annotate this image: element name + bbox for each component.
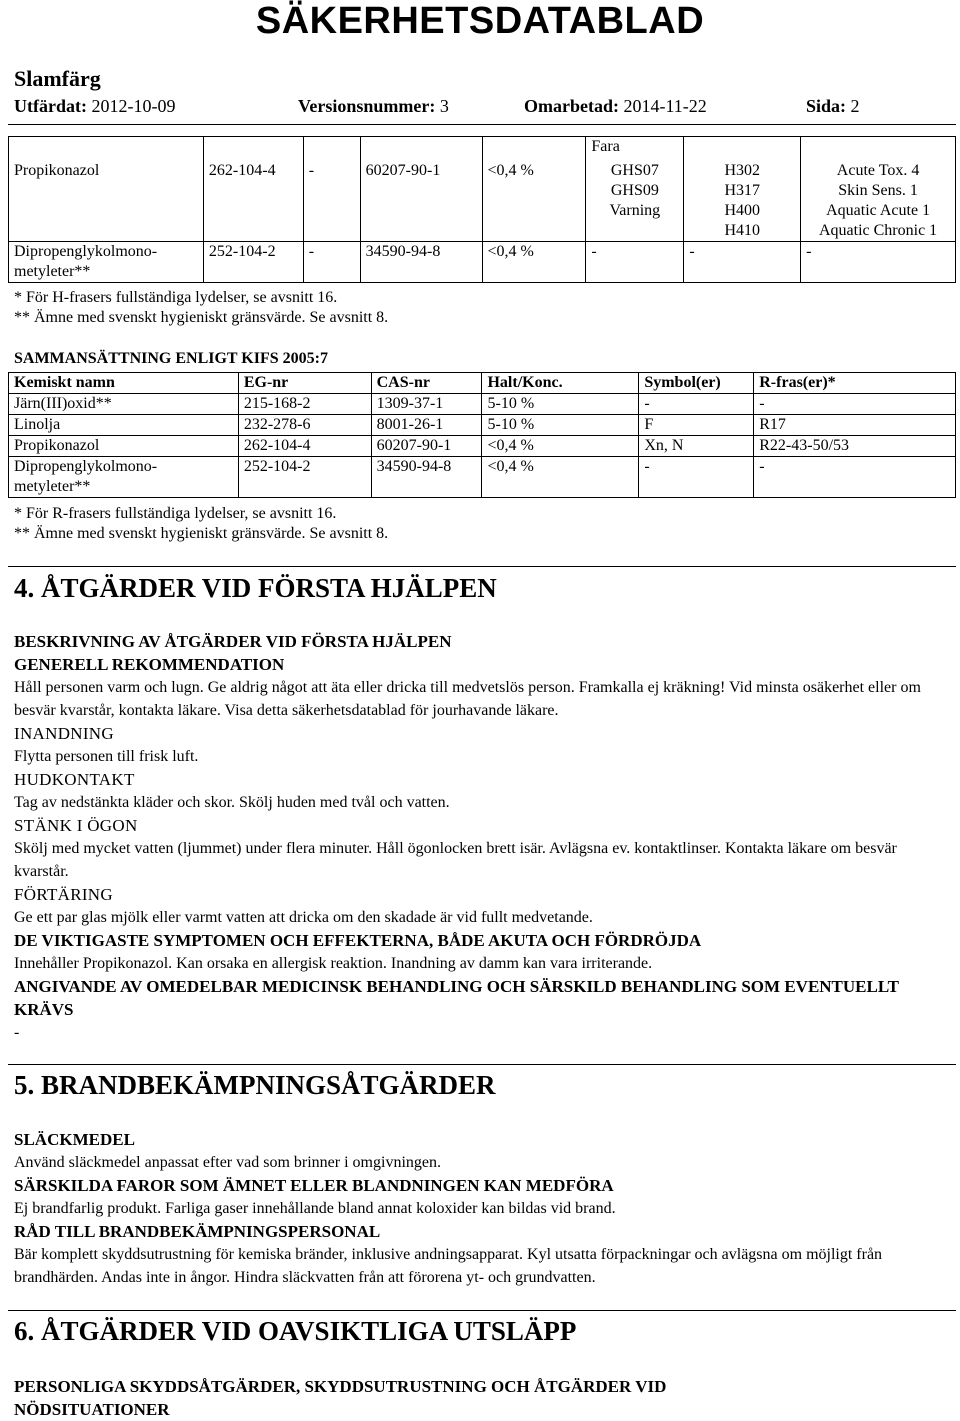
section-4-title: 4. ÅTGÄRDER VID FÖRSTA HJÄLPEN — [14, 573, 497, 603]
h-statements: - — [684, 241, 801, 282]
version-value: 3 — [439, 96, 449, 116]
table-row — [9, 415, 956, 436]
general-recommendation-text: Håll personen varm och lugn. Ge aldrig något att äta eller dricka till medvetslös person. Framkalla ej kräkning! Vid minsta osäkerhet eller om besvär kvarstår, kontakta läkare. Visa detta säkerhetsdatablad för jourhavande läkare. — [14, 679, 921, 719]
table-row — [9, 161, 956, 242]
ingestion-text: Ge ett par glas mjölk eller varmt vatten att dricka om den skadade är vid fullt medvetande. — [14, 909, 593, 926]
table-cell: - — [639, 394, 754, 415]
eye-contact-heading: STÄNK I ÖGON — [14, 816, 138, 835]
document-meta-row — [14, 96, 954, 120]
kifs-composition-table — [8, 372, 956, 498]
table-cell: - — [754, 457, 956, 498]
cas-number: 60207-90-1 — [360, 161, 482, 242]
table-cell: 215-168-2 — [238, 394, 371, 415]
table-cell: 232-278-6 — [238, 415, 371, 436]
header-concentration: Halt/Konc. — [482, 373, 639, 394]
header-eg-nr: EG-nr — [238, 373, 371, 394]
chemical-name: Propikonazol — [9, 161, 204, 242]
section-5-title: 5. BRANDBEKÄMPNINGSÅTGÄRDER — [14, 1070, 496, 1100]
section-divider — [8, 1064, 956, 1065]
document-title: SÄKERHETSDATABLAD — [255, 0, 705, 42]
table-row — [9, 241, 956, 282]
table-cell: R17 — [754, 415, 956, 436]
section-divider — [8, 1310, 956, 1311]
chemical-name: Dipropenglykolmono- metyleter** — [9, 241, 204, 282]
personal-precautions-heading: PERSONLIGA SKYDDSÅTGÄRDER, SKYDDSUTRUSTNING OCH ÅTGÄRDER VID NÖDSITUATIONER — [14, 1377, 667, 1419]
ghs-classification-table — [8, 136, 956, 283]
eye-contact-text: Skölj med mycket vatten (ljummet) under flera minuter. Håll ögonlocken brett isär. Avlägsna ev. kontaktlinser. Kontakta läkare om besvär kvarstår. — [14, 840, 897, 880]
page-value: 2 — [850, 96, 860, 116]
firefighter-advice-heading: RÅD TILL BRANDBEKÄMPNINGSPERSONAL — [14, 1222, 381, 1241]
skin-contact-text: Tag av nedstänkta kläder och skor. Skölj huden med tvål och vatten. — [14, 794, 450, 811]
first-aid-description-heading: BESKRIVNING AV ÅTGÄRDER VID FÖRSTA HJÄLPEN — [14, 632, 452, 651]
table-cell: R22-43-50/53 — [754, 436, 956, 457]
table-header-row — [9, 373, 956, 394]
h-statements: H302 H317 H400 H410 — [684, 161, 801, 242]
concentration: <0,4 % — [482, 241, 586, 282]
kifs-title: SAMMANSÄTTNING ENLIGT KIFS 2005:7 — [14, 350, 328, 367]
hazard-class: - — [801, 241, 956, 282]
table-cell: 252-104-2 — [238, 457, 371, 498]
skin-contact-heading: HUDKONTAKT — [14, 770, 135, 789]
table-row — [9, 394, 956, 415]
table-cell: - — [754, 394, 956, 415]
index-number: - — [303, 241, 360, 282]
concentration: <0,4 % — [482, 161, 586, 242]
table-cell: Dipropenglykolmono- metyleter** — [9, 457, 239, 498]
inhalation-text: Flytta personen till frisk luft. — [14, 748, 199, 765]
version-label: Versionsnummer: — [298, 96, 436, 116]
inhalation-heading: INANDNING — [14, 724, 114, 743]
medical-treatment-text: - — [14, 1024, 20, 1041]
special-hazards-heading: SÄRSKILDA FAROR SOM ÄMNET ELLER BLANDNINGEN KAN MEDFÖRA — [14, 1176, 614, 1195]
product-name: Slamfärg — [14, 66, 101, 91]
footnote-r-phrases: * För R-frasers fullständiga lydelser, se avsnitt 16. — [14, 505, 337, 522]
header-r-phrases: R-fras(er)* — [754, 373, 956, 394]
issued-value: 2012-10-09 — [91, 96, 176, 116]
table-cell: <0,4 % — [482, 436, 639, 457]
symptoms-text: Innehåller Propikonazol. Kan orsaka en allergisk reaktion. Inandning av damm kan vara irriterande. — [14, 955, 653, 972]
table-cell: 34590-94-8 — [371, 457, 482, 498]
page-label: Sida: — [806, 96, 847, 116]
symptoms-heading: DE VIKTIGASTE SYMPTOMEN OCH EFFEKTERNA, BÅDE AKUTA OCH FÖRDRÖJDA — [14, 931, 702, 950]
table-cell: 60207-90-1 — [371, 436, 482, 457]
section-6-title: 6. ÅTGÄRDER VID OAVSIKTLIGA UTSLÄPP — [14, 1316, 577, 1346]
header-chemical-name: Kemiskt namn — [9, 373, 239, 394]
issued-label: Utfärdat: — [14, 96, 87, 116]
table-cell: <0,4 % — [482, 457, 639, 498]
footnote-h-phrases: * För H-frasers fullständiga lydelser, se avsnitt 16. — [14, 289, 338, 306]
table-cell: Xn, N — [639, 436, 754, 457]
extinguishing-media-heading: SLÄCKMEDEL — [14, 1130, 135, 1149]
ghs-pictograms: GHS07 GHS09 Varning — [586, 161, 684, 242]
table-cell: 1309-37-1 — [371, 394, 482, 415]
revised-value: 2014-11-22 — [623, 96, 707, 116]
table-cell: Propikonazol — [9, 436, 239, 457]
table-cell: F — [639, 415, 754, 436]
table-row — [9, 436, 956, 457]
table-row — [9, 457, 956, 498]
general-recommendation-heading: GENERELL REKOMMENDATION — [14, 655, 285, 674]
eg-number: 252-104-2 — [203, 241, 303, 282]
table-cell: 8001-26-1 — [371, 415, 482, 436]
header-symbols: Symbol(er) — [639, 373, 754, 394]
eg-number: 262-104-4 — [203, 161, 303, 242]
footnote-hygienic-limit-2: ** Ämne med svenskt hygieniskt gränsvärde. Se avsnitt 8. — [14, 525, 389, 542]
firefighter-advice-text: Bär komplett skyddsutrustning för kemiska bränder, inklusive andningsapparat. Kyl utsatta förpackningar och avlägsna om möjligt från brandhärden. Andas inte in ångor. Hindra släckvatten från att förorena yt- och grundvatten. — [14, 1246, 883, 1286]
table-cell: - — [639, 457, 754, 498]
hazard-signal-cell: Fara — [586, 137, 684, 161]
table-cell: 5-10 % — [482, 415, 639, 436]
extinguishing-media-text: Använd släckmedel anpassat efter vad som brinner i omgivningen. — [14, 1154, 441, 1171]
table-cell: Järn(III)oxid** — [9, 394, 239, 415]
header-cas-nr: CAS-nr — [371, 373, 482, 394]
table-cell: 5-10 % — [482, 394, 639, 415]
table-cell: 262-104-4 — [238, 436, 371, 457]
ingestion-heading: FÖRTÄRING — [14, 885, 113, 904]
ghs-pictograms: - — [586, 241, 684, 282]
header-divider — [8, 124, 956, 125]
footnote-hygienic-limit: ** Ämne med svenskt hygieniskt gränsvärde. Se avsnitt 8. — [14, 309, 389, 326]
medical-treatment-heading: ANGIVANDE AV OMEDELBAR MEDICINSK BEHANDLING OCH SÄRSKILD BEHANDLING SOM EVENTUELLT KRÄVS — [14, 977, 899, 1019]
hazard-class: Acute Tox. 4 Skin Sens. 1 Aquatic Acute 1 Aquatic Chronic 1 — [801, 161, 956, 242]
section-divider — [8, 566, 956, 567]
table-cell: Linolja — [9, 415, 239, 436]
cas-number: 34590-94-8 — [360, 241, 482, 282]
revised-label: Omarbetad: — [524, 96, 619, 116]
index-number: - — [303, 161, 360, 242]
special-hazards-text: Ej brandfarlig produkt. Farliga gaser innehållande bland annat koloxider kan bildas vid brand. — [14, 1200, 616, 1217]
